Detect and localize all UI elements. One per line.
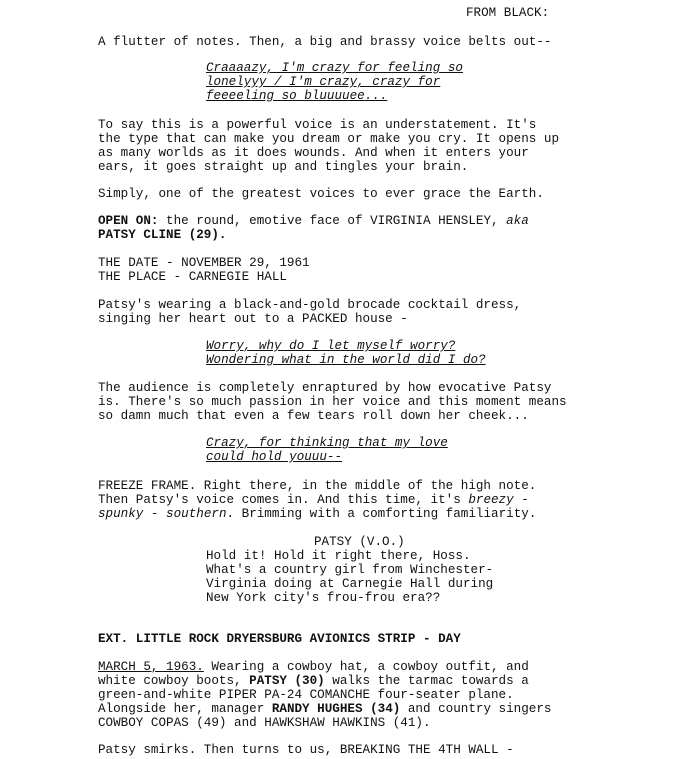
action-freeze-frame: FREEZE FRAME. Right there, in the middle of the high note.	[98, 479, 537, 493]
patsy-30: PATSY (30)	[249, 674, 325, 688]
lyric-line: Worry, why do I let myself worry?	[206, 339, 456, 353]
action-line: Alongside her, manager RANDY HUGHES (34) and country singers	[98, 702, 552, 716]
open-on-text: the round, emotive face of VIRGINIA HENSLEY,	[158, 214, 507, 228]
lyric-line: could hold youuu--	[206, 450, 343, 464]
lyric-line: lonelyyy / I'm crazy, crazy for	[206, 75, 441, 89]
action-line: Then Patsy's voice comes in. And this time, it's breezy -	[98, 493, 529, 507]
action-line: white cowboy boots, PATSY (30) walks the tarmac towards a	[98, 674, 529, 688]
scene-heading: EXT. LITTLE ROCK DRYERSBURG AVIONICS STRIP - DAY	[98, 632, 461, 646]
open-on-label: OPEN ON:	[98, 214, 159, 228]
dialogue-line: New York city's frou-frou era??	[206, 591, 441, 605]
action-simply: Simply, one of the greatest voices to ever grace the Earth.	[98, 187, 544, 201]
dialogue-line: Hold it! Hold it right there, Hoss.	[206, 549, 471, 563]
aka-text: aka	[506, 214, 529, 228]
action-open-on	[98, 214, 529, 228]
patsy-cline-intro: PATSY CLINE (29).	[98, 228, 227, 242]
action-line: green-and-white PIPER PA-24 COMANCHE four-seater plane.	[98, 688, 514, 702]
character-name: PATSY (V.O.)	[314, 535, 405, 549]
lyric-line: Craaaazy, I'm crazy for feeling so	[206, 61, 463, 75]
randy-hughes: RANDY HUGHES (34)	[271, 702, 401, 716]
action-line: spunky - southern. Brimming with a comforting familiarity.	[98, 507, 537, 521]
action-line: so damn much that even a few tears roll down her cheek...	[98, 409, 529, 423]
action-line: as many worlds as it does wounds. And when it enters your	[98, 146, 529, 160]
action-line: The audience is completely enraptured by how evocative Patsy	[98, 381, 552, 395]
march-date: MARCH 5, 1963.	[98, 660, 204, 674]
spunky-text: spunky	[98, 507, 144, 521]
action-line: Patsy smirks. Then turns to us, BREAKING THE 4TH WALL -	[98, 743, 514, 757]
action-line: COWBOY COPAS (49) and HAWKSHAW HAWKINS (41).	[98, 716, 431, 730]
lyric-line: feeeeling so bluuuuee...	[206, 89, 388, 103]
action-line: To say this is a powerful voice is an understatement. It's	[98, 118, 537, 132]
breezy-text: breezy	[468, 493, 514, 507]
place-line: THE PLACE - CARNEGIE HALL	[98, 270, 287, 284]
action-line: is. There's so much passion in her voice and this moment means	[98, 395, 567, 409]
action-flutter: A flutter of notes. Then, a big and brassy voice belts out--	[98, 35, 552, 49]
action-line: MARCH 5, 1963. Wearing a cowboy hat, a cowboy outfit, and	[98, 660, 529, 674]
lyric-line: Wondering what in the world did I do?	[206, 353, 486, 367]
lyric-line: Crazy, for thinking that my love	[206, 436, 448, 450]
dialogue-line: What's a country girl from Winchester-	[206, 563, 494, 577]
action-line: ears, it goes straight up and tingles your brain.	[98, 160, 469, 174]
action-line: the type that can make you dream or make you cry. It opens up	[98, 132, 560, 146]
southern-text: southern	[166, 507, 227, 521]
action-line: singing her heart out to a PACKED house -	[98, 312, 408, 326]
transition-from-black: FROM BLACK:	[466, 6, 550, 20]
date-line: THE DATE - NOVEMBER 29, 1961	[98, 256, 310, 270]
dialogue-line: Virginia doing at Carnegie Hall during	[206, 577, 494, 591]
action-line: Patsy's wearing a black-and-gold brocade cocktail dress,	[98, 298, 522, 312]
